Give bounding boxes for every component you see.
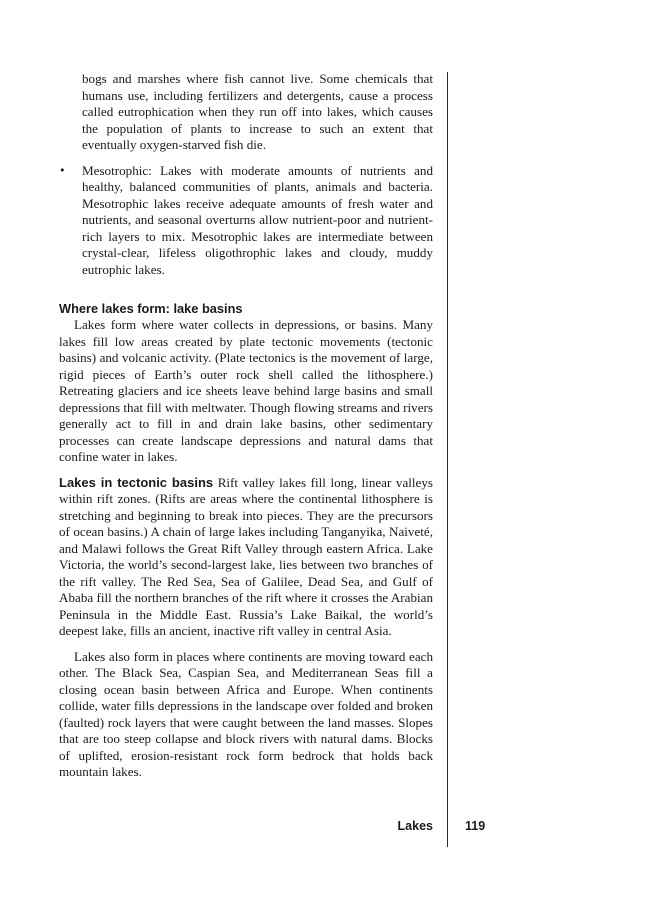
- final-paragraph: Lakes also form in places where continents are moving toward each other. The Black Sea, Caspian Sea, and Mediterranean Seas fill a closing ocean basin between Africa and Europe. When continents collide, water fills depressions in the landscape over folded and broken (faulted) rock layers that were caught between the land masses. Slopes that are too steep collapse and block rivers with natural dams. Blocks of uplifted, erosion-resistant rock form bedrock that holds back mountain lakes.: [59, 648, 433, 779]
- section-heading: Where lakes form: lake basins: [59, 301, 243, 316]
- subsection-paragraph: [59, 475, 433, 640]
- continued-paragraph: bogs and marshes where fish cannot live. Some chemicals that humans use, including fertilizers and detergents, cause a process called eutrophication when they run off into lakes, which causes the population of plants to increase to such an extent that eventually oxygen-starved fish die.: [82, 71, 433, 152]
- bullet-item-mesotrophic: [59, 163, 433, 279]
- bullet-icon: •: [59, 163, 66, 177]
- section-paragraph: Lakes form where water collects in depressions, or basins. Many lakes fill low areas created by plate tectonic movements (tectonic basins) and volcanic activity. (Plate tectonics is the movement of large, rigid pieces of Earth’s outer rock shell called the lithosphere.) Retreating glaciers and ice sheets leave behind large basins and small depressions that fill with meltwater. Though flowing streams and rivers generally act to fill in and drain lake basins, other sedimentary processes can create landscape depressions and natural dams that confine water in lakes.: [59, 317, 433, 464]
- page-number: 119: [465, 819, 486, 833]
- text-column: [59, 71, 433, 781]
- page-margin-rule: [447, 72, 448, 847]
- running-title: Lakes: [397, 819, 433, 833]
- subsection-heading: Lakes in tectonic basins: [59, 474, 214, 490]
- subsection-text: Rift valley lakes fill long, linear valleys within rift zones. (Rifts are areas where the continental lithosphere is stretching and beginning to break into pieces. They are the precursors of ocean basins.) A chain of large lakes including Tanganyika, Naiveté, and Malawi follows the Great Rift Valley through eastern Africa. Lake Victoria, the world’s second-largest lake, lies between two branches of the rift valley. The Red Sea, Sea of Galilee, Dead Sea, and Gulf of Ababa fill the northern branches of the rift where it crosses the Arabian Peninsula in the Middle East. Russia’s Lake Baikal, the world’s deepest lake, fills an ancient, inactive rift valley in central Asia.: [59, 474, 433, 638]
- bullet-text: Mesotrophic: Lakes with moderate amounts of nutrients and healthy, balanced communities of plants, animals and bacteria. Mesotrophic lakes receive adequate amounts of fresh water and nutrients, and seasonal overturns allow nutrient-poor and nutrient-rich layers to mix. Mesotrophic lakes are intermediate between crystal-clear, lifeless oligothrophic lakes and cloudy, muddy eutrophic lakes.: [82, 162, 433, 277]
